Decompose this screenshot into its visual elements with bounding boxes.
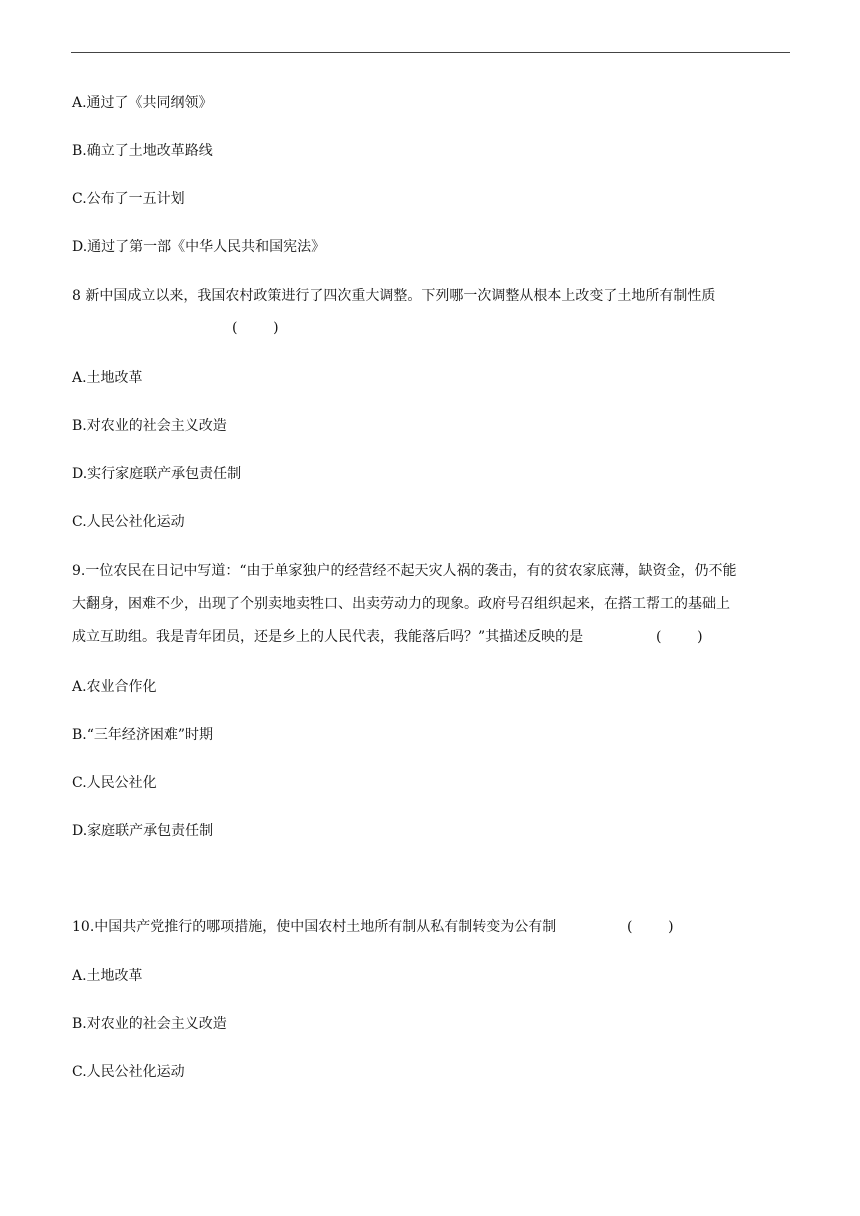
q7-option-a: A.通过了《共同纲领》 xyxy=(72,95,213,111)
q10-option-a: A.土地改革 xyxy=(72,968,143,984)
q10-stem: 10.中国共产党推行的哪项措施，使中国农村土地所有制从私有制转变为公有制 xyxy=(72,919,557,935)
q8-option-d: D.实行家庭联产承包责任制 xyxy=(72,466,242,482)
q9-stem-line-1: 9.一位农民在日记中写道：“由于单家独户的经营经不起天灾人祸的袭击，有的贫农家底薄，缺资金，仍不能 xyxy=(72,563,737,579)
q9-option-a: A.农业合作化 xyxy=(72,679,157,695)
q7-option-b: B.确立了土地改革路线 xyxy=(72,143,213,159)
q7-option-d: D.通过了第一部《中华人民共和国宪法》 xyxy=(72,239,326,255)
q10-answer-blank: ( ) xyxy=(627,919,674,935)
q8-option-b: B.对农业的社会主义改造 xyxy=(72,418,227,434)
q8-option-c: C.人民公社化运动 xyxy=(72,514,185,530)
q8-stem: 8 新中国成立以来，我国农村政策进行了四次重大调整。下列哪一次调整从根本上改变了土地所有制性质 xyxy=(72,288,716,304)
q10-option-b: B.对农业的社会主义改造 xyxy=(72,1016,227,1032)
header-rule xyxy=(71,52,790,53)
q8-option-a: A.土地改革 xyxy=(72,370,143,386)
q9-stem-line-3: 成立互助组。我是青年团员，还是乡上的人民代表，我能落后吗？”其描述反映的是 xyxy=(72,629,584,645)
q9-option-b: B.“三年经济困难”时期 xyxy=(72,727,214,743)
q8-answer-blank: ( ) xyxy=(232,320,279,336)
q10-option-c: C.人民公社化运动 xyxy=(72,1064,185,1080)
q7-option-c: C.公布了一五计划 xyxy=(72,191,185,207)
q9-stem-line-2: 大翻身，困难不少，出现了个别卖地卖牲口、出卖劳动力的现象。政府号召组织起来，在搭工帮工的基础上 xyxy=(72,596,730,612)
q9-answer-blank: ( ) xyxy=(656,629,703,645)
q9-option-d: D.家庭联产承包责任制 xyxy=(72,823,214,839)
q9-option-c: C.人民公社化 xyxy=(72,775,157,791)
